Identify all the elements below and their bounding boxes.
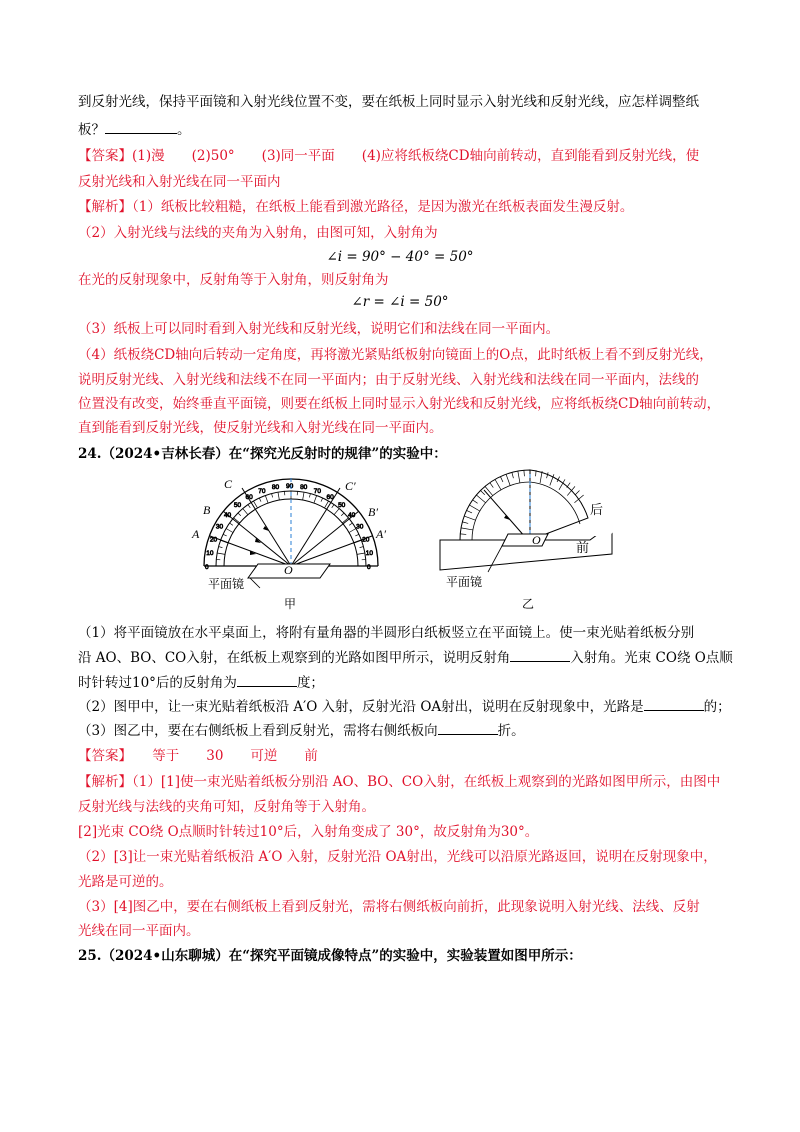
protractor-tick <box>265 496 268 504</box>
protractor-tick-label: 10 <box>206 549 214 557</box>
mirror-label: 平面镜 <box>208 577 245 591</box>
answer-blank <box>237 674 297 687</box>
text-fragment: 时针转过10°后的反射角为 <box>78 675 237 691</box>
protractor-tick <box>314 496 317 504</box>
analysis-line: （3）纸板上可以同时看到入射光线和反射光线，说明它们和法线在同一平面内。 <box>78 321 560 337</box>
protractor-tick <box>278 492 279 500</box>
answer-blank <box>438 722 498 735</box>
figure-caption: 乙 <box>522 597 535 610</box>
analysis-line: 直到能看到反射光线，使反射光线和入射光线在同一平面内。 <box>78 420 443 436</box>
question-line <box>78 673 324 693</box>
protractor-tick-label: 70 <box>313 487 321 495</box>
analysis-line: 说明反射光线、入射光线和法线不在同一平面内；由于反射光线、入射光线和法线在同一平面内，法线的 <box>78 372 699 388</box>
protractor-tick <box>303 492 304 500</box>
mirror-label: 平面镜 <box>446 575 483 589</box>
text-fragment: 沿 AO、BO、CO入射，在纸板上观察到的光路如图甲所示，说明反射角 <box>78 650 511 666</box>
figure-protractor-b <box>430 460 630 610</box>
protractor-tick <box>355 534 359 536</box>
protractor-tick-label: 30 <box>215 523 224 531</box>
answer-line: 【答案】(1)漫 (2)50° (3)同一平面 (4)应将纸板绕CD轴向前转动，直到能看到反射光线，使 <box>78 148 700 164</box>
protractor-tick-label: 0 <box>205 564 209 571</box>
protractor-tick <box>226 529 233 533</box>
protractor-tick-label: 20 <box>362 536 370 544</box>
protractor-tick <box>217 553 225 554</box>
analysis-line: [2]光束 CO绕 O点顺时针转过10°后，入射角变成了 30°，故反射角为30°。 <box>78 824 539 840</box>
label-C-prime: C′ <box>345 479 356 493</box>
protractor-tick <box>349 523 352 525</box>
text-line <box>78 120 191 140</box>
label-C: C <box>224 477 233 491</box>
question-heading: 25.（2024•山东聊城）在“探究平面镜成像特点”的实验中，实验装置如图甲所示： <box>78 948 582 964</box>
protractor-tick <box>360 547 364 548</box>
analysis-line: 位置没有改变，始终垂直平面镜，则要在纸板上同时显示入射光线和反射光线，应将纸板绕CD轴向前转动， <box>78 396 721 412</box>
answer-blank <box>644 698 704 711</box>
protractor-tick-label: 80 <box>300 484 308 492</box>
question-line <box>78 648 733 668</box>
answer-line: 反射光线和入射光线在同一平面内 <box>78 174 281 190</box>
label-front: 前 <box>576 541 590 556</box>
question-line: （1）将平面镜放在水平桌面上，将附有量角器的半圆形白纸板竖立在平面镜上。使一束光贴着纸板分别 <box>78 625 695 641</box>
protractor-tick <box>309 494 310 498</box>
protractor-tick-label: 50 <box>338 501 346 509</box>
protractor-tick <box>259 498 261 502</box>
analysis-line: 光线在同一平面内。 <box>78 923 200 939</box>
figure-protractor-a <box>190 466 390 616</box>
protractor-tick-label: 0 <box>367 564 371 571</box>
protractor-tick <box>341 513 344 516</box>
text-fragment: （2）图甲中，让一束光贴着纸板沿 A′O 入射，反射光沿 OA射出，说明在反射现象中，光路是 <box>78 699 644 715</box>
question-line <box>78 721 525 741</box>
protractor-tick-label: 30 <box>356 523 364 531</box>
figure-caption: 甲 <box>284 597 297 611</box>
analysis-line: 在光的反射现象中，反射角等于入射角，则反射角为 <box>78 272 389 288</box>
analysis-line: （2）[3]让一束光贴着纸板沿 A′O 入射，反射光沿 OA射出，光线可以沿原光路返回，说明在反射现象中， <box>78 849 717 865</box>
question-line <box>78 697 731 717</box>
protractor-tick <box>223 534 227 536</box>
protractor-tick-label: 20 <box>209 536 218 544</box>
protractor-tick-label: 10 <box>365 549 374 557</box>
protractor-tick-label: 60 <box>326 493 334 501</box>
answer-blank <box>105 121 177 134</box>
analysis-line: （3）[4]图乙中，要在右侧纸板上看到反射光，需将右侧纸板向前折，此现象说明入射光线、法线、反射 <box>78 899 700 915</box>
protractor-tick-label: 60 <box>245 493 253 501</box>
label-O: O <box>532 533 541 547</box>
protractor-tick <box>219 547 223 548</box>
protractor-tick <box>243 509 248 515</box>
analysis-line: 反射光线与法线的夹角可知，反射角等于入射角。 <box>78 799 375 815</box>
text-fragment: （3）图乙中，要在右侧纸板上看到反射光，需将右侧纸板向 <box>78 723 438 739</box>
protractor-tick <box>272 494 273 498</box>
analysis-line: 【解析】（1）纸板比较粗糙，在纸板上能看到激光路径，是因为激光在纸板表面发生漫反射。 <box>78 199 634 215</box>
label-back: 后 <box>590 503 604 518</box>
protractor-tick-label: 40 <box>348 511 356 519</box>
protractor-tick <box>248 505 250 508</box>
label-B: B <box>203 503 211 517</box>
answer-line: 【答案】 等于 30 可逆 前 <box>78 748 318 764</box>
protractor-tick-label: 40 <box>223 511 232 519</box>
analysis-line: 【解析】（1）[1]使一束光贴着纸板分别沿 AO、BO、CO入射，在纸板上观察到的光路如图甲所示，由图中 <box>78 774 721 790</box>
text-fragment: 入射角。光束 CO绕 O点顺 <box>570 650 733 666</box>
protractor-tick-label: 50 <box>233 501 242 509</box>
protractor-tick <box>357 553 365 554</box>
text-line: 到反射光线，保持平面镜和入射光线位置不变，要在纸板上同时显示入射光线和反射光线，应怎样调整纸 <box>78 94 699 110</box>
protractor-tick <box>567 483 570 488</box>
label-A: A <box>192 527 200 541</box>
text-fragment: 度； <box>296 675 324 691</box>
protractor-tick <box>321 498 323 502</box>
protractor-tick-label: 70 <box>258 487 266 495</box>
text-fragment: 折。 <box>497 723 525 739</box>
label-A-prime: A′ <box>376 527 386 541</box>
question-heading: 24.（2024•吉林长春）在“探究光反射时的规律”的实验中： <box>78 446 447 462</box>
equation: ∠r = ∠i = 50° <box>351 294 449 310</box>
protractor-tick <box>230 523 233 525</box>
protractor-tick-label: 80 <box>271 484 280 492</box>
protractor-tick <box>575 491 579 495</box>
protractor-tick <box>332 505 334 508</box>
answer-blank <box>510 649 570 662</box>
protractor-tick <box>238 513 241 516</box>
protractor-tick <box>334 509 339 515</box>
analysis-line: （4）纸板绕CD轴向后转动一定角度，再将激光紧贴纸板射向镜面上的O点，此时纸板上看不到反射光线， <box>78 347 713 363</box>
text-fragment: 。 <box>177 122 191 138</box>
text-fragment: 的； <box>703 699 731 715</box>
protractor-tick-label: 90 <box>286 483 294 490</box>
label-O: O <box>284 563 293 577</box>
equation: ∠i = 90° − 40° = 50° <box>326 249 474 265</box>
analysis-line: （2）入射光线与法线的夹角为入射角，由图可知，入射角为 <box>78 225 438 241</box>
analysis-line: 光路是可逆的。 <box>78 874 173 890</box>
text-fragment: 板？ <box>78 122 105 138</box>
label-B-prime: B′ <box>368 505 378 519</box>
protractor-tick <box>349 529 356 533</box>
